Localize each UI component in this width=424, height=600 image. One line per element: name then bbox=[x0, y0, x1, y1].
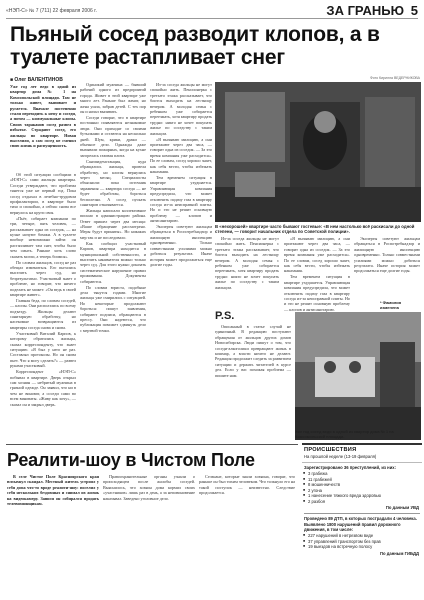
section-title: ЗА ГРАНЬЮ bbox=[326, 3, 404, 18]
paragraph: Эксперты советуют жильцам обращаться в Роспотребнадзор и жилищную инспекцию одновременно. Только совместными усилиями можно добиться результата. Иначе история может продолжаться еще долгие годы. bbox=[150, 224, 212, 267]
paragraph: Жильцы написали коллективное письмо в администрацию района. Ответ пришел через два месяца: «Ваше обращение рассмотрено. Меры будут приняты». Но никаких мер так и не последовало. bbox=[80, 207, 146, 240]
list-item: ■ 19 выездов на встречную полосу bbox=[308, 544, 420, 550]
article2-column-3 bbox=[199, 474, 295, 596]
traffic-summary: Проведено 89 ДТП, в которых пострадали 4 человека. Выявлено 1800 нарушений правил дорожного движения, в том числе: bbox=[304, 516, 417, 532]
incidents-sidebar bbox=[302, 443, 422, 597]
paragraph: По словам жильцов, сосед не раз обещал измениться. Его пытались выселить через суд, но безрезультатно. Участковый знает о проблеме, но говорит, что ничего поделать не может: «Он ведь в своей квартире живет». bbox=[10, 259, 76, 297]
issue-info: «НЭП-С» № 7 (711) 22 февраля 2006 г. bbox=[6, 8, 97, 14]
photo-caption-top: В «нехорошей» квартире часто бывают гостевые: «В нем настолько всё раскисали до одной степени, — говорит начальник отдела по Советской полиции». bbox=[215, 224, 415, 235]
paragraph: Правоохранительные органы узнали о происходящем после жалобы соседей. Выяснилось, что хозяин дома кормил своих «участников» лишь раз в день, а за неповиновение наказывал. Заведено уголовное дело. bbox=[103, 474, 195, 501]
list-item: ■ 37 управлений транспортом без прав bbox=[308, 539, 420, 545]
ps-label: P.S. bbox=[215, 310, 235, 322]
sidebar-registered: Зарегистрировано 36 преступлений, из них: bbox=[304, 465, 396, 470]
sidebar-title: ПРОИСШЕСТВИЯ bbox=[304, 447, 357, 453]
traffic-list bbox=[302, 533, 422, 550]
source-gibdd: По данным ГИБДД bbox=[380, 550, 419, 556]
list-item: ■ 1 нанесение тяжкого вреда здоровью bbox=[308, 493, 420, 499]
photo-apartment-room bbox=[215, 82, 421, 222]
page-header bbox=[6, 5, 418, 19]
paragraph: Одинокий мужчина — бывший рабочий одного из предприятий города. Живет в этой квартире уже много лет. Раньше был женат, но жена ушла, забрав детей. С тех пор он и начал выпивать. bbox=[80, 82, 146, 115]
paragraph: Сельчане, которые знали хозяина, говорят, что раньше он был тихим человеком. Что толкнуло его на такой поступок — неизвестно. Следствие продолжается. bbox=[199, 474, 296, 496]
sidebar-rule bbox=[304, 513, 420, 514]
second-headline: Реалити-шоу в Чистом Поле bbox=[7, 450, 255, 470]
page-number: 5 bbox=[410, 3, 418, 18]
footnote: * Фамилия изменена bbox=[380, 300, 402, 311]
paragraph: Описанный в статье случай не единичный. В редакцию поступают обращения от жильцов других домов Новосибирска. Люди пишут о том, что соседи-алкоголики превращают жизнь в кошмар, а власти ничего не делают. Редакция продолжит следить за развитием ситуации и держать читателей в курсе дел. Если у вас похожая проблема — пишите нам. bbox=[215, 324, 292, 378]
paragraph: Участковый Виталий Карпов, к которому обратились жильцы, сказал корреспонденту, что знает ситуацию. «Я был у него не раз. Составлял протоколы. Но он снова пьет. Что я могу сделать?» — развел руками участковый. bbox=[10, 330, 76, 369]
byline: ■ Олег ВАЛЕНТИНОВ bbox=[10, 77, 63, 83]
paragraph: Из-за соседа жильцы не могут спокойно жить. Пенсионерка с третьего этажа рассказывает, что боится выходить на лестницу вечером. А молодая семья с ребенком уже собирается переезжать, хотя квартиру продать трудно: никто не хочет покупать жилье по соседству с таким жильцом. bbox=[150, 82, 212, 136]
paragraph: Корреспондент «НЭП-С» побывал в квартире. Дверь открыл сам хозяин — небритый мужчина в грязной одежде. Он заявил, что ни в чем не виноват, а соседи сами во всем виноваты. «Живу как хочу», — сказал он и закрыл дверь. bbox=[10, 369, 76, 407]
main-headline: Пьяный сосед разводит клопов, а в туалете растапливает снег bbox=[10, 23, 380, 69]
paragraph: Соседи говорят, что в квартире постоянно появляются незнакомые люди. Они приходят со своими бутылками и остаются на несколько дней. Шум, крики, драки — обычное дело. Однажды даже вызывали пожарных, когда на кухне загорелась газовая плита. bbox=[80, 114, 146, 158]
photo-kitchen bbox=[295, 312, 421, 440]
paragraph: Главная беда, по словам соседей, — клопы. Они расползлись по всему подъезду. Жильцы делают санитарную обработку, но насекомые возвращаются из квартиры соседа снова и снова. bbox=[10, 297, 76, 330]
article-column-4 bbox=[215, 236, 279, 300]
photo-illustration bbox=[215, 82, 421, 222]
paragraph: Из-за соседа жильцы не могут спокойно жить. Пенсионерка с третьего этажа рассказывает, что боится выходить на лестницу вечером. А молодая семья с ребенком уже собирается переезжать, хотя квартиру продать трудно: никто не хочет покупать жилье по соседству с таким жильцом. bbox=[215, 236, 279, 290]
photo-caption-bottom: Уже год сосед ведо в одной из квартир дома № 1 на Комсомольской площади. bbox=[295, 430, 394, 440]
source-uvd: По данным УВД bbox=[385, 505, 419, 511]
list-item: ■ 227 нарушений в нетрезвом виде bbox=[308, 533, 420, 539]
list-item: ■ 3 грабежа bbox=[308, 471, 420, 477]
article-column-1 bbox=[10, 172, 76, 442]
article-column-3 bbox=[150, 82, 212, 442]
sidebar-subtitle: На прошлой неделе (13-19 февраля) bbox=[302, 454, 422, 463]
photo-credit: Фото Кирилла ВЕДЕРНИКОВА bbox=[370, 76, 420, 80]
paragraph: Тем временем ситуация в квартире ухудшается. Управляющая компания предупредила, что может отключить подачу газа в квартиру соседа из-за неисправной плиты. Но и это не решит основную проблему — клопов и антисанитарию. bbox=[284, 274, 350, 312]
ps-text bbox=[215, 324, 291, 442]
crime-list bbox=[302, 471, 422, 504]
photo-illustration bbox=[295, 312, 421, 440]
paragraph: «Пьёт, собирает компании по три, четыре, пять человек, — рассказывает одна из соседок, — на кухне ночуют бомжи. А в туалете вообще невозможно зайти: он растапливает там снег, чтобы было чем смыть. Раньше хоть слово сказать могли, а теперь боимся». bbox=[10, 215, 76, 259]
article-divider bbox=[6, 444, 298, 445]
article2-column-2 bbox=[103, 474, 195, 596]
paragraph: Тем временем ситуация в квартире ухудшается. Управляющая компания предупредила, что может отключить подачу газа в квартиру соседа из-за неисправной плиты. Но и это не решит основную проблему — клопов и антисанитарию. bbox=[150, 174, 212, 224]
paragraph: Санэпидемстанция, куда обращались жильцы, провела обработку, но клопы вернулись через месяц. Специалисты объяснили: пока источник заражения — квартира соседа — не будет обработан, бороться бесполезно. А сосед пускать санитаров отказывается. bbox=[80, 158, 146, 207]
list-item: ■ 2 угона bbox=[308, 488, 420, 494]
paragraph: По словам юриста, подобные дела тянутся годами. Многие жильцы уже смирились с ситуацией. Но некоторые продолжают бороться: пишут заявления, собирают подписи, обращаются в прессу. Они надеются, что публикация поможет сдвинуть дело с мертвой точки. bbox=[80, 284, 146, 333]
article-column-2 bbox=[80, 82, 146, 442]
article-lead: Уже год лет ведо в одной из квартир дома № 1 на Комсомольской площади. Там не только живет, выпивает и ругается. Вначале постепенно стали переходить к нему и соседи, а потом — коммунальные клопы. Своих тараканов сосед развел в избытке. Страдают сосед, его жильцы по квартире. Новая выселили, а сам сосед не сменил свою жизнь и распущенность. bbox=[10, 84, 76, 149]
list-item: ■ 2 разбоя bbox=[308, 499, 420, 505]
paragraph: В селе Чистое Поле Красноярского края вспыхнул скандал. Местный житель устроил у себя дома что-то вроде реалити-шоу: поселил у себя нескольких бездомных и снимал их жизнь на видеокамеру. Записи он собирался продать телевизионщикам. bbox=[7, 474, 99, 507]
article-column-6 bbox=[354, 236, 420, 302]
paragraph: «Я вызываю милицию, а они приезжают через два часа, — говорит одна из соседок. — За это время компания уже расходится». По ее словам, сосед хорошо знает, как себя вести, чтобы избежать наказания. bbox=[150, 136, 212, 174]
paragraph: «Я вызываю милицию, а они приезжают через два часа, — говорит одна из соседок. — За это время компания уже расходится». По ее словам, сосед хорошо знает, как себя вести, чтобы избежать наказания. bbox=[284, 236, 350, 274]
paragraph: Эксперты советуют жильцам обращаться в Роспотребнадзор и жилищную инспекцию одновременно. Только совместными усилиями можно добиться результата. Иначе история может продолжаться еще долгие годы. bbox=[354, 236, 420, 274]
article-column-5 bbox=[284, 236, 350, 312]
paragraph: Как сообщил участковый Карпов, квартира находится в муниципальной собственности, и выселить нанимателя можно только через суд. Для этого нужно доказать систематическое нарушение правил проживания. Документы собираются. bbox=[80, 240, 146, 284]
paragraph: Об этой ситуации сообщили в «НЭП-С» сами жильцы квартиры. Соседи утверждают, что проблема тянется уже не первый год. Пока сосед отдыхал в лечебно-трудовом профилактории, в квартире было тихо и спокойно, а сейчас снова все вернулось на круги своя. bbox=[10, 172, 76, 215]
list-item: ■ 11 грабежей bbox=[308, 477, 420, 483]
list-item: ■ 8 мошенничеств bbox=[308, 482, 420, 488]
article2-column-1 bbox=[7, 474, 99, 596]
